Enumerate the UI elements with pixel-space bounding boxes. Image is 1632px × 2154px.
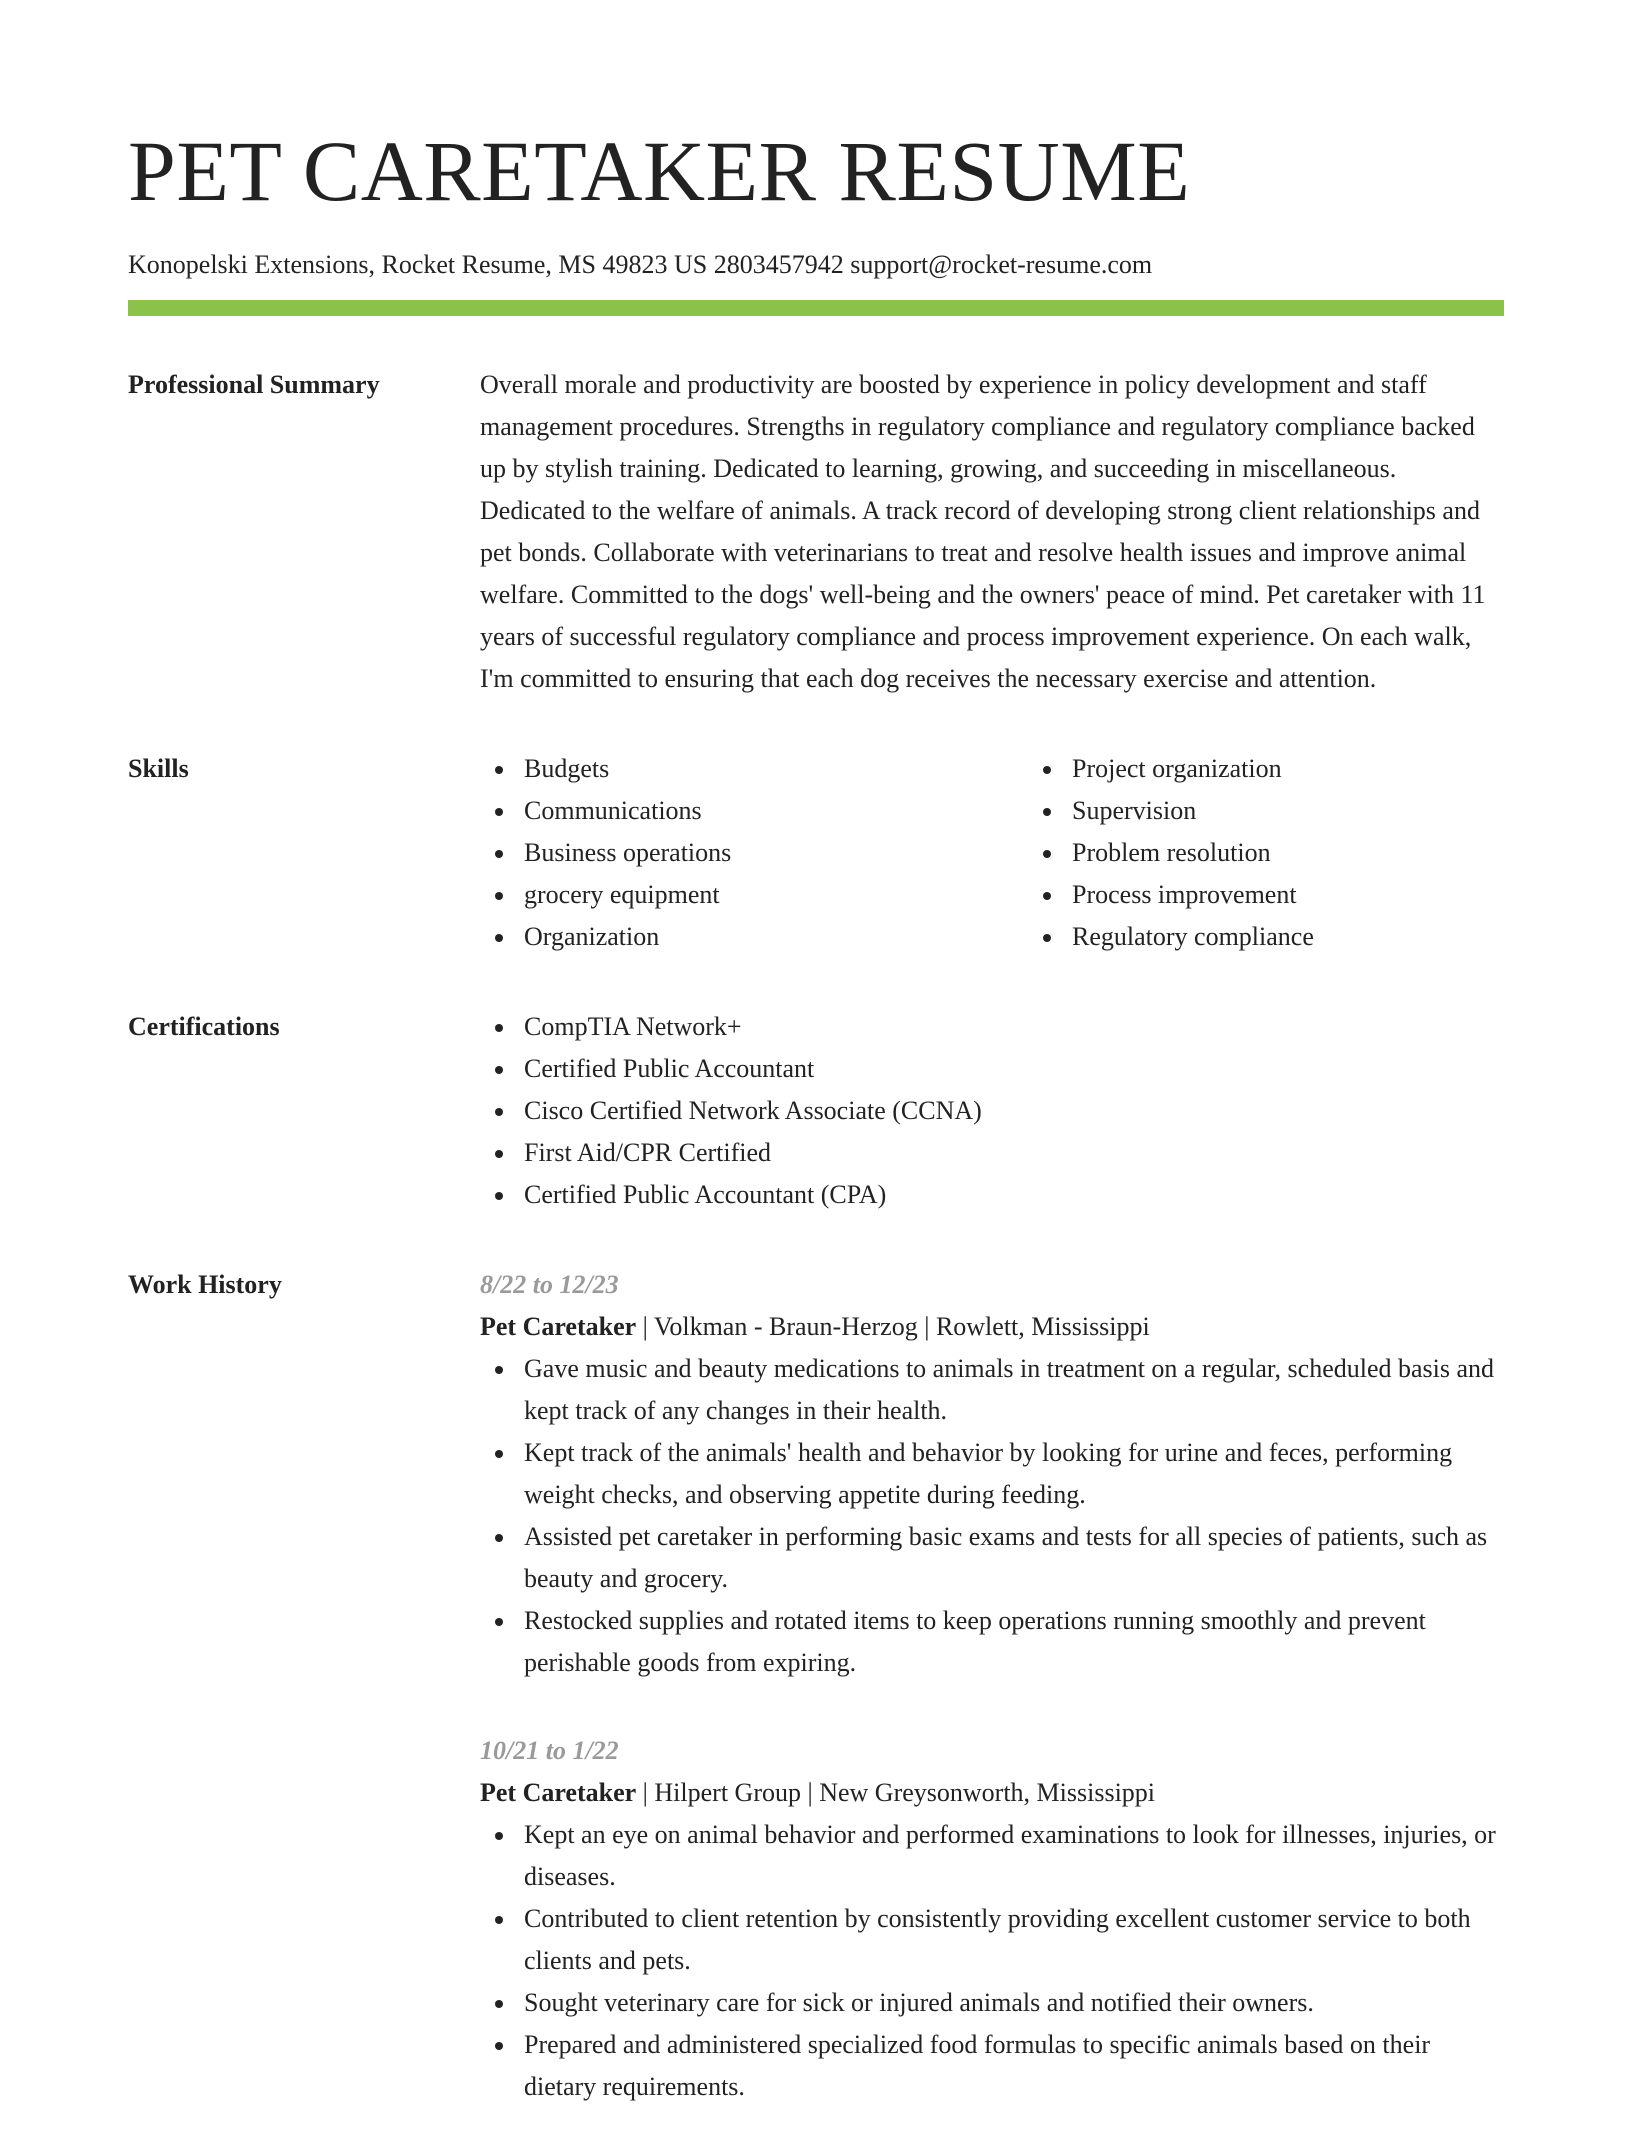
summary-text: Overall morale and productivity are boosted by experience in policy development and staff management procedures. Strengths in regulatory compliance and regulatory compliance backed up by stylish training. Dedicated to learning, growing, and succeeding in miscellaneous. Dedicated to the welfare of animals. A track record of developing strong client relationships and pet bonds. Collaborate with veterinarians to treat and resolve health issues and improve animal welfare. Committed to the dogs' well-being and the owners' peace of mind. Pet caretaker with 11 years of successful regulatory compliance and process improvement experience. On each walk, I'm committed to ensuring that each dog receives the necessary exercise and attention.	[480, 370, 1486, 693]
certification-item: Certified Public Accountant	[524, 1048, 1504, 1090]
job-bullet: Sought veterinary care for sick or injured animals and notified their owners.	[524, 1982, 1504, 2024]
separator: |	[800, 1778, 820, 1807]
job-bullets	[480, 1814, 1504, 2108]
job-bullet: Kept track of the animals' health and behavior by looking for urine and feces, performing weight checks, and observing appetite during feeding.	[524, 1432, 1504, 1516]
job-bullet: Assisted pet caretaker in performing basic exams and tests for all species of patients, such as beauty and grocery.	[524, 1516, 1504, 1600]
certification-item: First Aid/CPR Certified	[524, 1132, 1504, 1174]
skills-grid	[480, 748, 1576, 958]
certifications-list	[480, 1006, 1504, 1216]
separator: |	[917, 1312, 936, 1341]
resume-page	[128, 0, 1504, 2154]
skills-heading: Skills	[128, 754, 189, 783]
job-heading-line	[480, 1772, 1504, 1814]
job-entry	[480, 1730, 1504, 2108]
certification-item: Cisco Certified Network Associate (CCNA)	[524, 1090, 1504, 1132]
certifications-section	[128, 1006, 1504, 1216]
work-history-section	[128, 1264, 1504, 2154]
job-location: Rowlett, Mississippi	[935, 1312, 1150, 1341]
job-title: Pet Caretaker	[480, 1312, 637, 1341]
job-dates: 10/21 to 1/22	[480, 1736, 619, 1765]
job-title: Pet Caretaker	[480, 1778, 637, 1807]
skill-item: Organization	[524, 916, 1028, 958]
accent-divider	[128, 300, 1504, 316]
skill-item: Regulatory compliance	[1072, 916, 1576, 958]
job-bullet: Contributed to client retention by consistently providing excellent customer service to both clients and pets.	[524, 1898, 1504, 1982]
resume-title: PET CARETAKER RESUME	[128, 123, 1191, 219]
certifications-heading: Certifications	[128, 1012, 280, 1041]
job-company: Hilpert Group	[654, 1778, 801, 1807]
skill-item: Process improvement	[1072, 874, 1576, 916]
job-bullet: Gave music and beauty medications to animals in treatment on a regular, scheduled basis and kept track of any changes in their health.	[524, 1348, 1504, 1432]
contact-info: Konopelski Extensions, Rocket Resume, MS 49823 US 2803457942 support@rocket-resume.com	[128, 250, 1153, 279]
job-dates: 8/22 to 12/23	[480, 1270, 619, 1299]
skill-item: Project organization	[1072, 748, 1576, 790]
summary-heading: Professional Summary	[128, 370, 380, 399]
certification-item: CompTIA Network+	[524, 1006, 1504, 1048]
job-location: New Greysonworth, Mississippi	[819, 1778, 1156, 1807]
skill-item: Supervision	[1072, 790, 1576, 832]
separator: |	[636, 1312, 654, 1341]
summary-section	[128, 364, 1504, 700]
skill-item: grocery equipment	[524, 874, 1028, 916]
skill-item: Budgets	[524, 748, 1028, 790]
job-company: Volkman - Braun-Herzog	[653, 1312, 918, 1341]
skill-item: Problem resolution	[1072, 832, 1576, 874]
skill-item: Business operations	[524, 832, 1028, 874]
job-bullets	[480, 1348, 1504, 1684]
separator: |	[636, 1778, 655, 1807]
skill-item: Communications	[524, 790, 1028, 832]
job-entry	[480, 1264, 1504, 1684]
work-history-heading: Work History	[128, 1270, 282, 1299]
job-bullet: Kept an eye on animal behavior and performed examinations to look for illnesses, injuries, or diseases.	[524, 1814, 1504, 1898]
job-bullet: Restocked supplies and rotated items to keep operations running smoothly and prevent perishable goods from expiring.	[524, 1600, 1504, 1684]
job-heading-line	[480, 1306, 1504, 1348]
certification-item: Certified Public Accountant (CPA)	[524, 1174, 1504, 1216]
skills-section	[128, 748, 1504, 958]
skills-list-left	[480, 748, 1028, 958]
job-bullet: Prepared and administered specialized food formulas to specific animals based on their dietary requirements.	[524, 2024, 1504, 2108]
skills-list-right	[1028, 748, 1576, 958]
